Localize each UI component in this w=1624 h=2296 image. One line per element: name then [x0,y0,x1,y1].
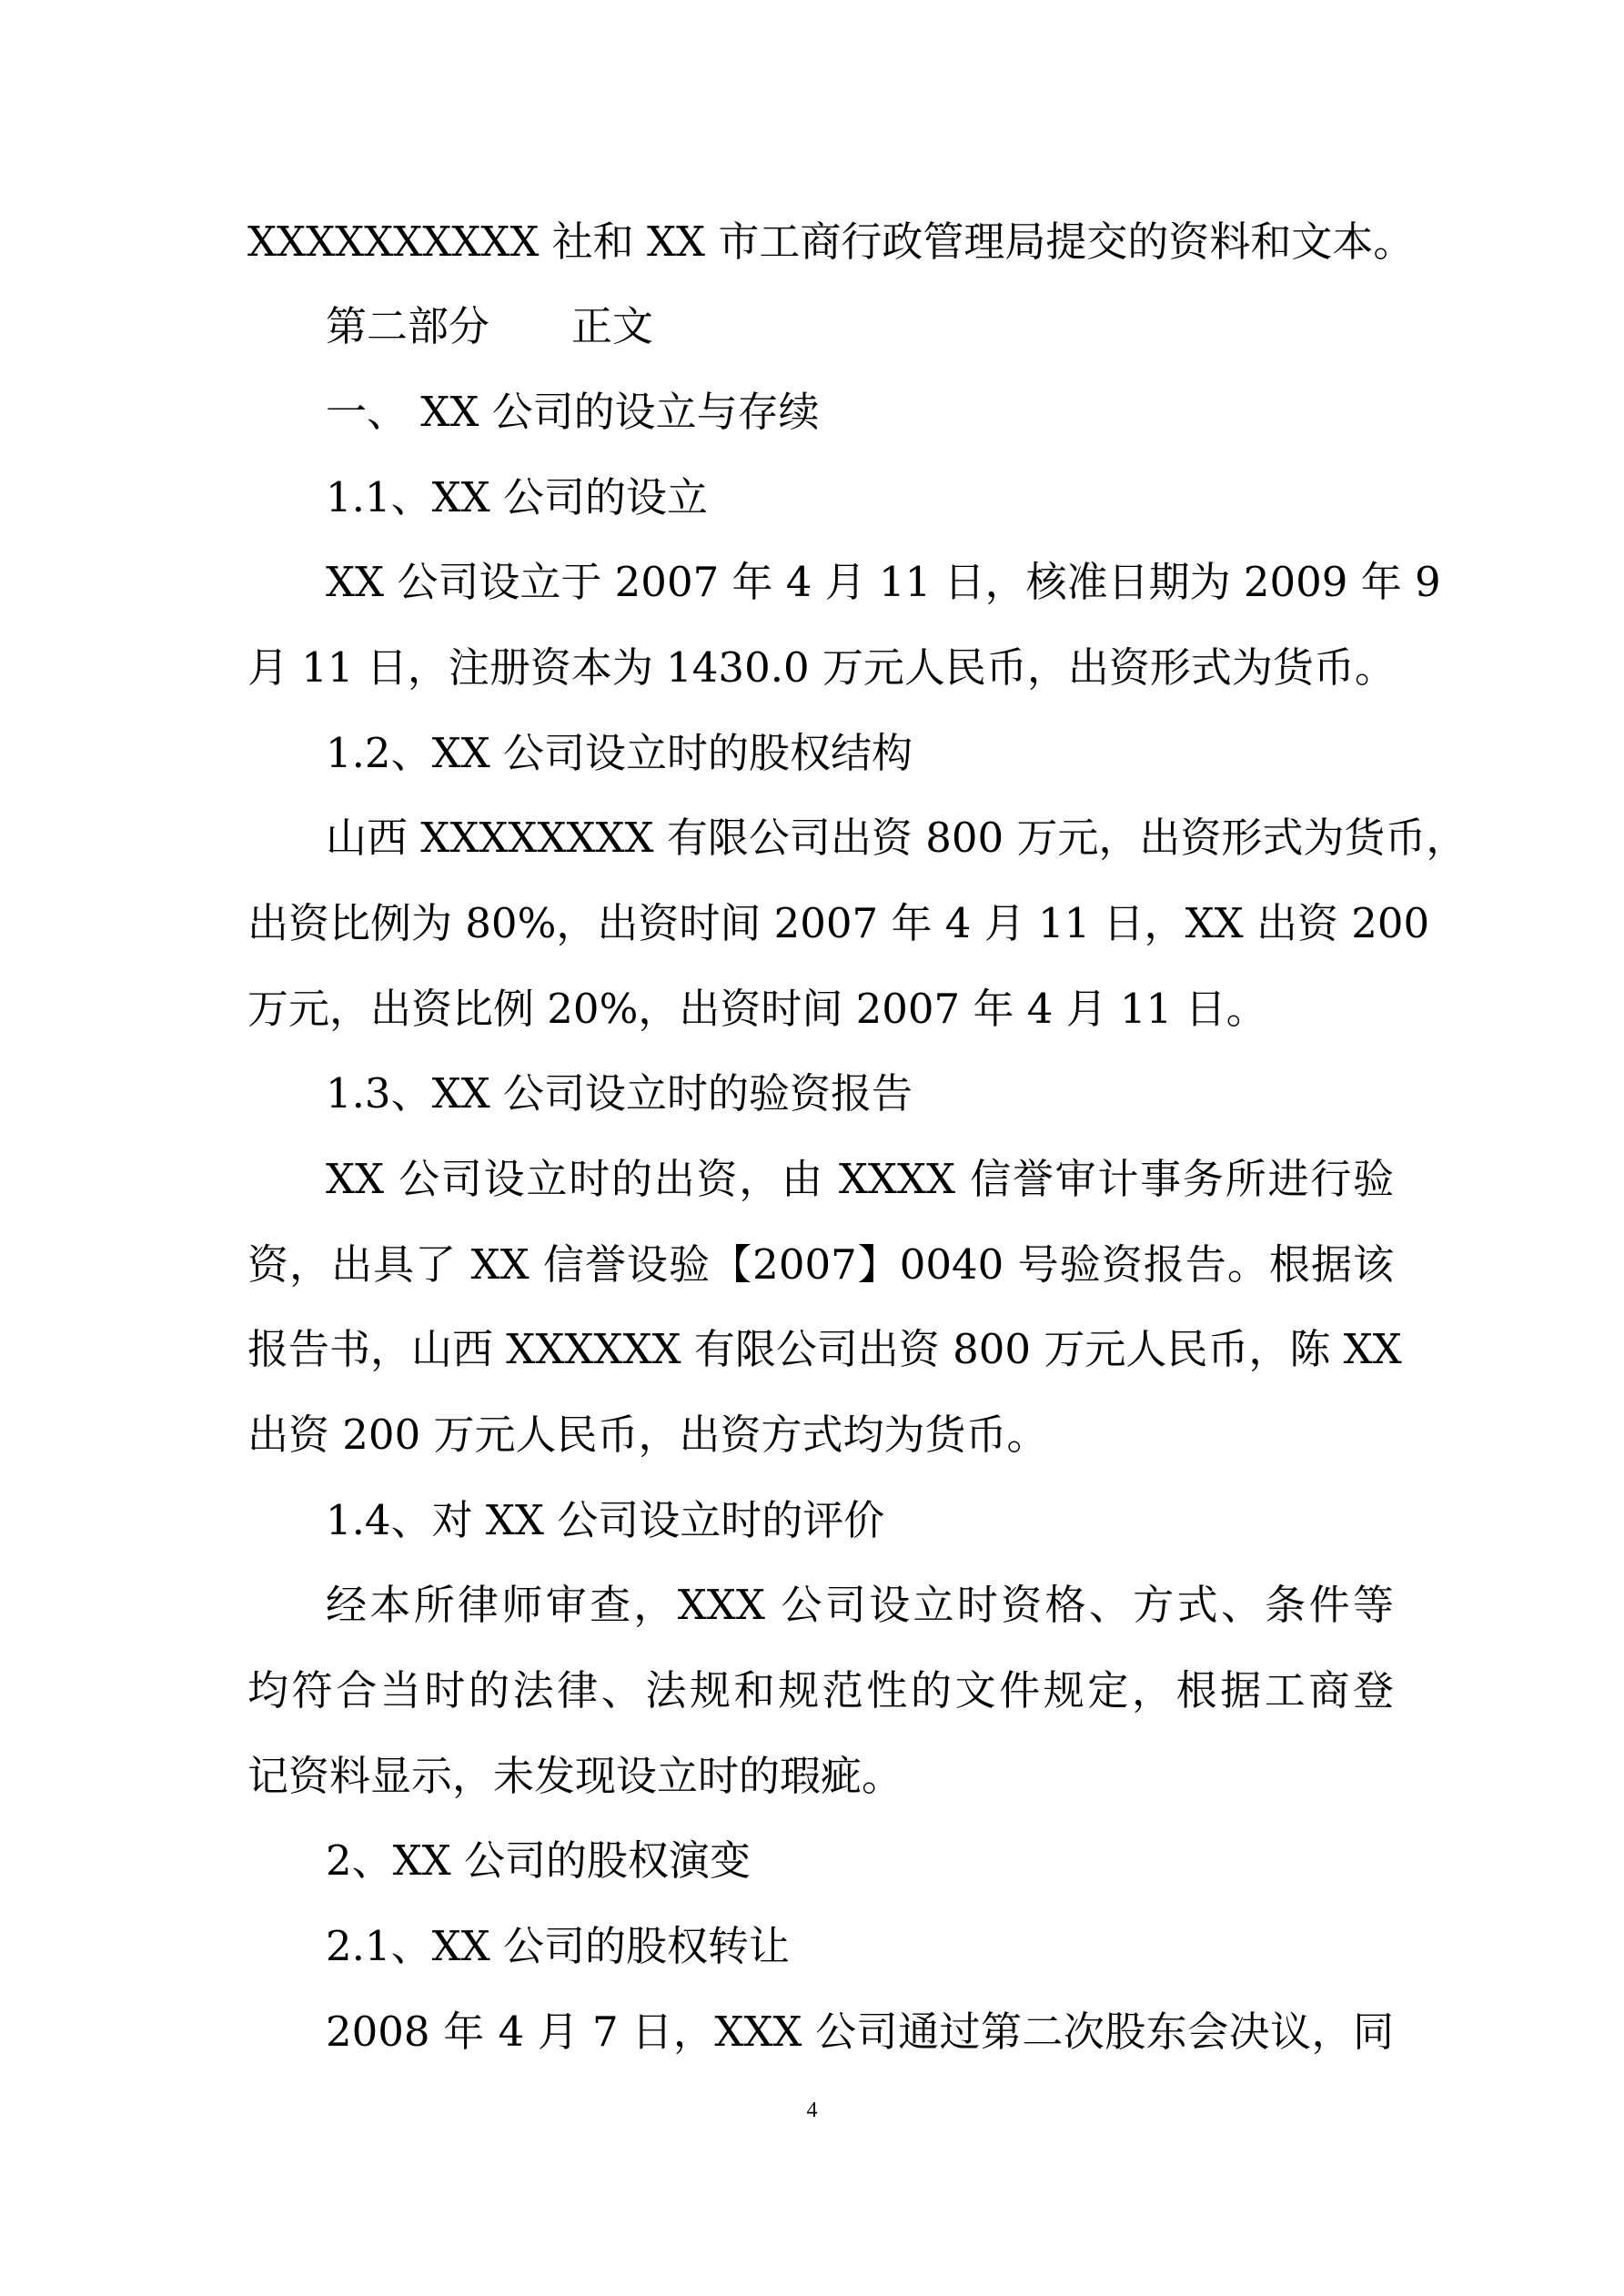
paragraph-line: XX 公司设立于 2007 年 4 月 11 日，核准日期为 2009 年 9 [326,558,1441,606]
paragraph-line: 经本所律师审查，XXX 公司设立时资格、方式、条件等 [326,1581,1394,1629]
paragraph-line: 记资料显示，未发现设立时的瑕疵。 [247,1752,903,1800]
paragraph-line: 出资比例为 80%，出资时间 2007 年 4 月 11 日，XX 出资 200 [247,899,1430,947]
subsection-heading: 1.4、对 XX 公司设立时的评价 [326,1496,885,1544]
subsection-heading: 1.3、XX 公司设立时的验资报告 [326,1069,913,1118]
subsection-heading: 1.1、XX 公司的设立 [326,473,708,521]
subsection-heading: 1.2、XX 公司设立时的股权结构 [326,729,913,777]
paragraph-line: XXXXXXXXXX 社和 XX 市工商行政管理局提交的资料和文本。 [247,217,1415,266]
section-heading: 第二部分 正文 [326,302,654,350]
paragraph-line: 报告书，山西 XXXXXX 有限公司出资 800 万元人民币，陈 XX [247,1325,1402,1373]
paragraph-line: 2008 年 4 月 7 日，XXX 公司通过第二次股东会决议，同 [326,2008,1394,2056]
page-number: 4 [806,2099,818,2122]
paragraph-line: 资，出具了 XX 信誉设验【2007】0040 号验资报告。根据该 [247,1240,1394,1289]
subsection-heading: 2.1、XX 公司的股权转让 [326,1922,790,1970]
paragraph-line: 万元，出资比例 20%，出资时间 2007 年 4 月 11 日。 [247,985,1267,1033]
paragraph-line: 均符合当时的法律、法规和规范性的文件规定，根据工商登 [247,1666,1394,1714]
section-heading: 一、 XX 公司的设立与存续 [326,388,820,436]
section-heading: 2、XX 公司的股权演变 [326,1836,751,1885]
paragraph-line: 出资 200 万元人民币，出资方式均为货币。 [247,1411,1048,1459]
paragraph-line: XX 公司设立时的出资，由 XXXX 信誉审计事务所进行验 [326,1155,1394,1203]
paragraph-line: 山西 XXXXXXXX 有限公司出资 800 万元，出资形式为货币， [326,814,1468,862]
paragraph-line: 月 11 日，注册资本为 1430.0 万元人民币，出资形式为货币。 [247,643,1396,692]
